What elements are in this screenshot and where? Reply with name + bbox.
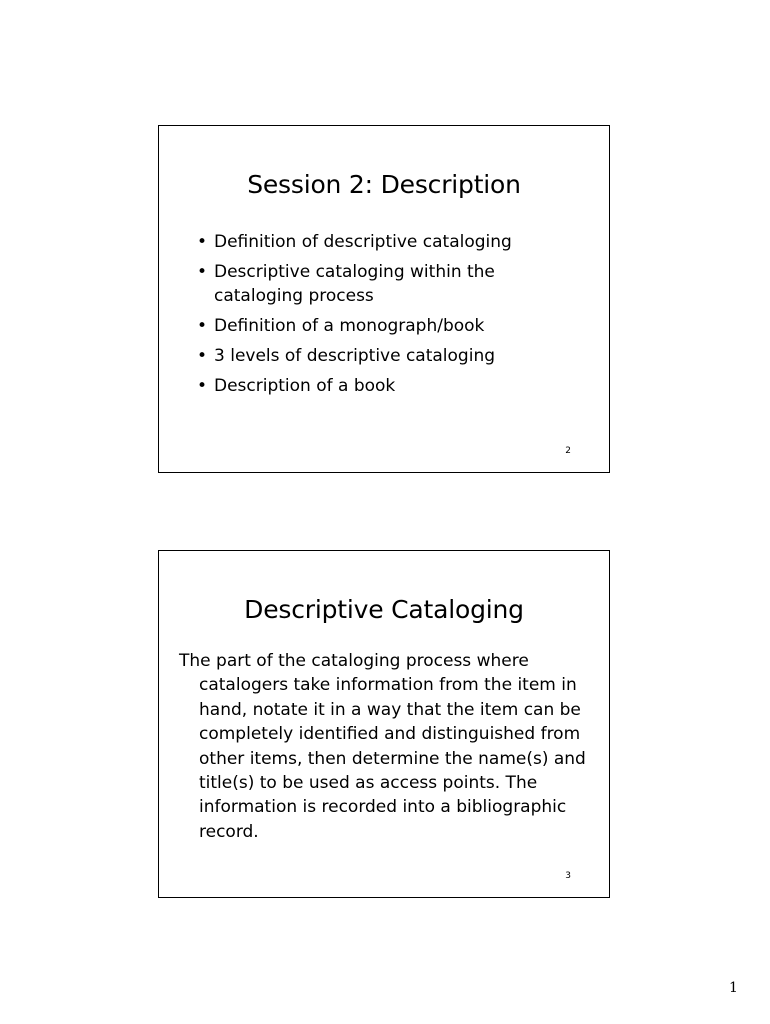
page-number: 1 [729,980,738,996]
bullet-list [197,230,544,404]
slide-number: 2 [565,446,571,456]
slide-descriptive-cataloging [158,550,610,898]
slide-title: Session 2: Description [247,170,521,199]
slide-title: Descriptive Cataloging [244,595,524,624]
bullet-item: • 3 levels of descriptive cataloging [197,344,544,368]
bullet-item: • Description of a book [197,374,544,398]
slide-body-text: The part of the cataloging process where catalogers take information from the item in hand, notate it in a way that the item can be completely identified and distinguished from other items, then determine the name(s) and title(s) to be used as access points. The information is recorded into a bibliographic record. [179,651,586,842]
slide-number: 3 [565,871,571,881]
bullet-item: • Definition of a monograph/book [197,314,544,338]
bullet-item: • Descriptive cataloging within the cataloging process [197,260,544,308]
slide-session-2 [158,125,610,473]
bullet-item: • Definition of descriptive cataloging [197,230,544,254]
